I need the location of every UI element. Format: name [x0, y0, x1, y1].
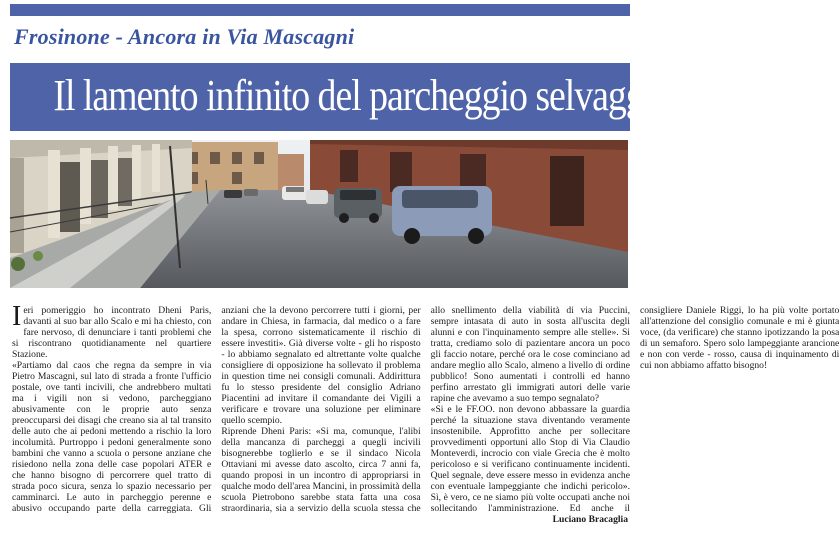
article-paragraph: «Partiamo dal caos che regna da sempre in via Pietro Mascagni, sul lato di strada a fronte l'ufficio postale, ove tanti incivili, che andrebbero multati ma i vigili non si vedono, parcheggiano abusivamente con le proprie auto senza preoccuparsi dei disagi che creano sia al tal transito delle auto che ai pedoni mettendo a rischio la loro incolumità. Purtroppo i pedoni generalmente sono bambini che vanno a scuola o persone anziane che risiedono nella zona delle case popolari ATER e che hanno bisogno di percorrere quel tratto di strada poco sicura, senza lo spazio necessario per camminarci. Le auto in parcheggio perenne e abusivo occupando parte della carreggiata. Gli anziani che la devono percorrere tutti i giorni, per andare in Chiesa, in farmacia, dal medico o a fare la spesa, corrono sistematicamente il rischio di essere investiti». Già diverse volte - gli ho risposto - lo abbiamo segnalato ed altrettante volte qualche consigliere di opposizione ha sollevato il problema in question time nei consigli comunali. Addirittura fu lo stesso presidente del consiglio Adriano Piacentini ad invitare il comandante dei Vigili a verificare e trovare una soluzione per eliminare quello scempio.: [12, 305, 421, 514]
street-photo: [10, 140, 628, 288]
drop-cap: I: [12, 301, 22, 332]
headline: Il lamento infinito del parcheggio selvaggio: [53, 71, 672, 120]
article-paragraph: «Si e le FF.OO. non devono abbassare la guardia perché la situazione stava diventando veramente insostenibile. Approfitto anche per sollecitare provvedimenti opportuni allo Stop di Via Claudio Monteverdi, incrocio con viale Grecia che è molto pericoloso e si verificano continuamente incidenti. Quel segnale, deve essere messo in evidenza anche con eventuale lampeggiante che indichi pericolo». Sì, è vero, ce ne siamo più volte occupati anche noi sollecitando l'amministrazione. Ed anche il consigliere Daniele Riggi, lo ha più volte portato all'attenzione del consiglio comunale e mi è giunta voce, (da verificare) che stanno ipotizzando la posa di un semaforo. Spero solo lampeggiante arancione e non con verde - rosso, causa di inquinamento di cui non abbiamo affatto bisogno!: [430, 305, 839, 514]
top-color-bar: [10, 4, 630, 16]
article-body: [12, 301, 839, 523]
headline-banner: [10, 63, 672, 131]
author-byline: Luciano Bracaglia: [552, 514, 628, 525]
article-paragraph-text: eri pomeriggio ho incontrato Dheni Paris, davanti al suo bar allo Scalo e mi ha chiesto, con fare nervoso, di denunciare i tanti problemi che si riscontrano quotidianamente nel quartiere Stazione.: [12, 305, 212, 360]
article-paragraph: Riprende Dheni Paris: «Si ma, comunque, l'alibi della mancanza di parcheggi a quegli incivili bisognerebbe toglierlo e se il sindaco Nicola Ottaviani mi avesse dato ascolto, circa 7 anni fa, quando proposi in un incontro di appropriarsi in qualche modo dell'area Mancini, in prossimità della scuola Pietrobono sarebbe stata fatta una cosa straordinaria, sia a servizio della scuola stessa che allo snellimento della viabilità di via Puccini, sempre intasata di auto in sosta all'uscita degli alunni e con l'inquinamento sempre alle stelle». Si tratta, crediamo solo di pazientare ancora un poco gli faccio notare, perché ora le cose cominciano ad andare meglio allo Scalo, almeno a livello di ordine pubblico! Sono aumentati i controlli ed hanno perfino arrestato gli immigrati autori delle varie rapine che avevamo a suo tempo segnalato?: [221, 305, 630, 514]
kicker-title: Frosinone - Ancora in Via Mascagni: [14, 24, 355, 49]
article-paragraph: [12, 301, 212, 360]
